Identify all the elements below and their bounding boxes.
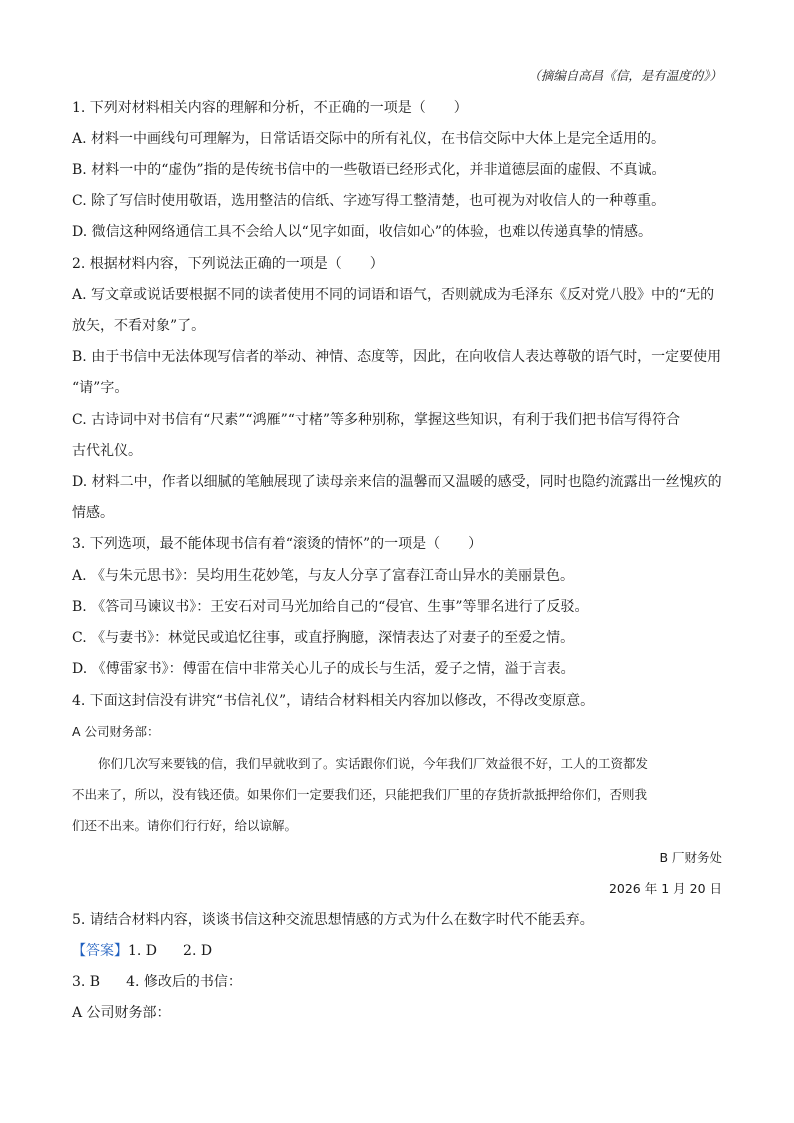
question-2-stem: 2. 根据材料内容，下列说法正确的一项是（ ） bbox=[72, 256, 384, 272]
letter-date: 2026 年 1 月 20 日 bbox=[608, 881, 722, 896]
question-2-option-c-line-1: C. 古诗词中对书信有“尺素”“鸿雁”“寸楮”等多种别称，掌握这些知识，有利于我们把书信写得符合 bbox=[72, 412, 681, 428]
letter-signature: B 厂财务处 bbox=[659, 850, 722, 865]
question-2-option-a-line-1: A. 写文章或说话要根据不同的读者使用不同的词语和语气，否则就成为毛泽东《反对党八股》中的“无的 bbox=[72, 287, 715, 303]
question-2-option-b-line-1: B. 由于书信中无法体现写信者的举动、神情、态度等，因此，在向收信人表达尊敬的语气时，一定要使用 bbox=[72, 349, 722, 365]
source-citation: （摘编自高昌《信，是有温度的》） bbox=[528, 68, 722, 83]
answer-3: 3. B bbox=[72, 974, 101, 990]
question-3-option-a: A. 《与朱元思书》：吴均用生花妙笔，与友人分享了富春江奇山异水的美丽景色。 bbox=[72, 568, 575, 584]
question-1-option-d: D. 微信这种网络通信工具不会给人以“见字如面，收信如心”的体验，也难以传递真挚的情感。 bbox=[72, 224, 652, 240]
answer-line-2 bbox=[72, 972, 724, 992]
question-3-option-c: C. 《与妻书》：林觉民或追忆往事，或直抒胸臆，深情表达了对妻子的至爱之情。 bbox=[72, 630, 575, 646]
letter-body-line-2: 不出来了，所以，没有钱还债。如果你们一定要我们还，只能把我们厂里的存货折款抵押给你们，否则我 bbox=[72, 787, 648, 802]
letter-salutation: A 公司财务部： bbox=[72, 724, 160, 739]
question-5-stem: 5. 请结合材料内容，谈谈书信这种交流思想情感的方式为什么在数字时代不能丢弃。 bbox=[72, 912, 594, 928]
answer-tag: 【答案】 bbox=[72, 943, 128, 959]
answer-letter-salutation: A 公司财务部： bbox=[72, 1005, 171, 1021]
answer-1: 1. D bbox=[128, 943, 158, 959]
letter-body-line-1: 你们几次写来要钱的信，我们早就收到了。实话跟你们说，今年我们厂效益很不好，工人的工资都发 bbox=[98, 756, 649, 771]
question-4-stem: 4. 下面这封信没有讲究“书信礼仪”，请结合材料相关内容加以修改，不得改变原意。 bbox=[72, 693, 595, 709]
answer-4: 4. 修改后的书信： bbox=[126, 974, 242, 990]
question-2-option-d-line-2: 情感。 bbox=[72, 505, 114, 521]
question-1-option-b: B. 材料一中的“虚伪”指的是传统书信中的一些敬语已经形式化，并非道德层面的虚假、不真诚。 bbox=[72, 162, 666, 178]
question-3-stem: 3. 下列选项，最不能体现书信有着“滚烫的情怀”的一项是（ ） bbox=[72, 536, 483, 552]
answer-line-1 bbox=[72, 941, 724, 961]
question-1-option-c: C. 除了写信时使用敬语，选用整洁的信纸、字迹写得工整清楚，也可视为对收信人的一种尊重。 bbox=[72, 193, 666, 209]
answer-2: 2. D bbox=[183, 943, 213, 959]
question-2-option-d-line-1: D. 材料二中，作者以细腻的笔触展现了读母亲来信的温馨而又温暖的感受，同时也隐约流露出一丝愧疚的 bbox=[72, 474, 722, 490]
question-3-option-d: D. 《傅雷家书》：傅雷在信中非常关心儿子的成长与生活，爱子之情，溢于言表。 bbox=[72, 661, 575, 677]
question-2-option-b-line-2: “请”字。 bbox=[72, 380, 129, 396]
question-2-option-a-line-2: 放矢，不看对象”了。 bbox=[72, 318, 206, 334]
question-1-stem: 1. 下列对材料相关内容的理解和分析，不正确的一项是（ ） bbox=[72, 100, 468, 116]
question-3-option-b: B. 《答司马谏议书》：王安石对司马光加给自己的“侵官、生事”等罪名进行了反驳。 bbox=[72, 599, 589, 615]
letter-body-line-3: 们还不出来。请你们行行好，给以谅解。 bbox=[72, 818, 298, 833]
question-2-option-c-line-2: 古代礼仪。 bbox=[72, 443, 142, 459]
question-1-option-a: A. 材料一中画线句可理解为，日常话语交际中的所有礼仪，在书信交际中大体上是完全适用的。 bbox=[72, 131, 666, 147]
